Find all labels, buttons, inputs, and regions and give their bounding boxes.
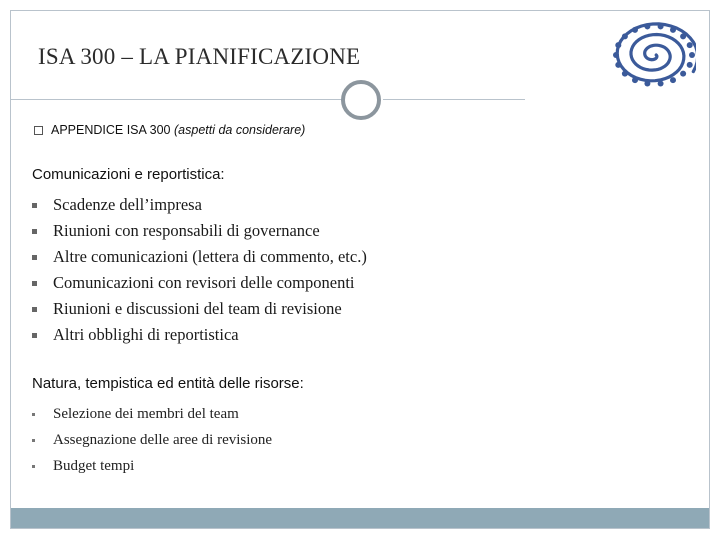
dot-bullet-icon — [32, 439, 35, 442]
list-item-text: Comunicazioni con revisori delle componenti — [53, 273, 355, 292]
section-heading-resources: Natura, tempistica ed entità delle risorse: — [32, 375, 304, 392]
list-item-text: Riunioni e discussioni del team di revisione — [53, 299, 342, 318]
dot-bullet-icon — [32, 465, 35, 468]
square-bullet-icon — [32, 229, 37, 234]
list-item — [32, 453, 272, 479]
square-bullet-icon — [32, 255, 37, 260]
list-item — [32, 218, 367, 244]
list-item — [32, 244, 367, 270]
square-bullet-icon — [32, 333, 37, 338]
title-divider-left — [11, 99, 342, 100]
list-item — [32, 296, 367, 322]
communications-list — [32, 192, 367, 348]
square-bullet-icon — [32, 281, 37, 286]
square-bullet-icon — [32, 307, 37, 312]
section-heading-communications: Comunicazioni e reportistica: — [32, 166, 225, 183]
list-item — [32, 322, 367, 348]
resources-list — [32, 401, 272, 479]
list-item — [32, 427, 272, 453]
list-item — [32, 270, 367, 296]
list-item-text: Selezione dei membri del team — [53, 405, 239, 422]
footer-bar — [11, 508, 709, 528]
appendix-line — [34, 123, 305, 137]
list-item-text: Altri obblighi di reportistica — [53, 325, 239, 344]
spiral-dots-icon — [612, 22, 696, 88]
square-bullet-icon — [32, 203, 37, 208]
list-item — [32, 401, 272, 427]
appendix-note: (aspetti da considerare) — [174, 123, 306, 137]
slide-title: ISA 300 – LA PIANIFICAZIONE — [38, 44, 361, 69]
list-item-text: Altre comunicazioni (lettera di commento, etc.) — [53, 247, 367, 266]
title-divider-right — [383, 99, 525, 100]
list-item-text: Assegnazione delle aree di revisione — [53, 431, 273, 448]
ring-icon — [341, 80, 381, 120]
list-item-text: Scadenze dell’impresa — [53, 195, 202, 214]
dot-bullet-icon — [32, 413, 35, 416]
list-item — [32, 192, 367, 218]
list-item-text: Budget tempi — [53, 457, 135, 474]
appendix-label: APPENDICE ISA 300 — [51, 123, 171, 137]
checkbox-icon — [34, 126, 43, 135]
list-item-text: Riunioni con responsabili di governance — [53, 221, 320, 240]
